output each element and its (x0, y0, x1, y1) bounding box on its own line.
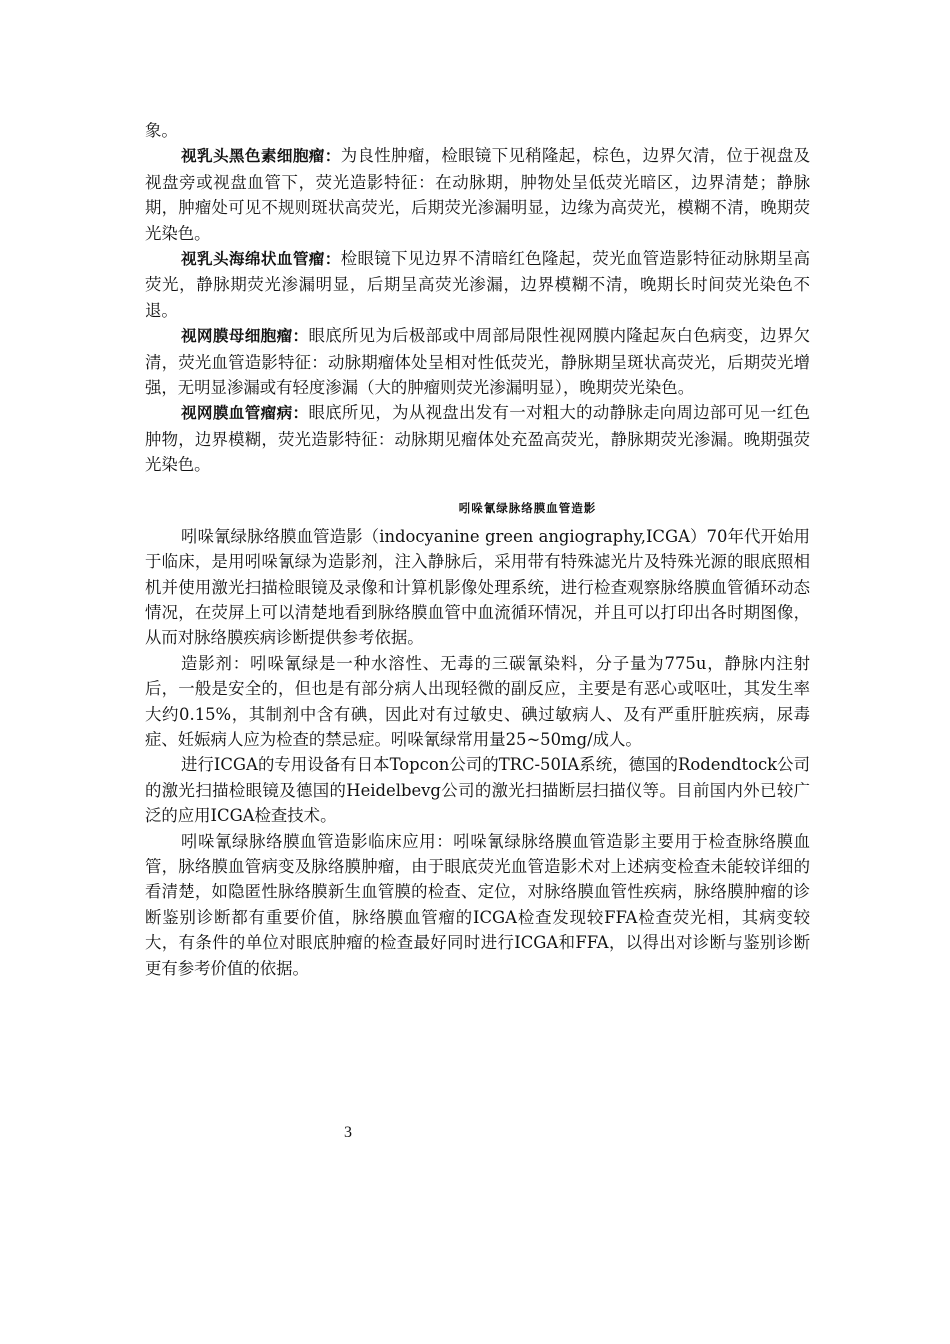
page-number: 3 (344, 1124, 352, 1141)
term-separator: ： (292, 327, 309, 346)
body-melanocytoma: 为良性肿瘤，检眼镜下见稍隆起，棕色，边界欠清，位于视盘及视盘旁或视盘血管下，荧光造影特征：在动脉期，肿物处呈低荧光暗区，边界清楚；静脉期，肿瘤处可见不规则斑状高荧光，后期荧光渗漏明显，边缘为高荧光，模糊不清，晚期荧光染色。 (145, 146, 810, 243)
term-separator: ： (292, 404, 309, 423)
paragraph-melanocytoma (145, 143, 810, 246)
paragraph-contrast-agent: 造影剂：吲哚氰绿是一种水溶性、无毒的三碳氰染料，分子量为775u，静脉内注射后，一般是安全的，但也是有部分病人出现轻微的副反应，主要是有恶心或呕吐，其发生率大约0.15%，其制剂中含有碘，因此对有过敏史、碘过敏病人、及有严重肝脏疾病，尿毒症、妊娠病人应为检查的禁忌症。吲哚氰绿常用量25~50mg/成人。 (145, 653, 810, 749)
body-retinoblastoma: 眼底所见为后极部或中周部局限性视网膜内隆起灰白色病变，边界欠清，荧光血管造影特征：动脉期瘤体处呈相对性低荧光，静脉期呈斑状高荧光，后期荧光增强，无明显渗漏或有轻度渗漏（大的肿瘤则荧光渗漏明显），晚期荧光染色。 (145, 326, 810, 398)
body-retinal-angiomatosis: 眼底所见，为从视盘出发有一对粗大的动静脉走向周边部可见一红色肿物，边界模糊，荧光造影特征：动脉期见瘤体处充盈高荧光，静脉期荧光渗漏。晚期强荧光染色。 (145, 403, 810, 475)
page-content (145, 118, 810, 981)
term-separator: ： (324, 250, 341, 269)
section-heading-icga: 吲哚氰绿脉络膜血管造影 (458, 500, 597, 515)
body-cavernous-hemangioma: 检眼镜下见边界不清暗红色隆起，荧光血管造影特征动脉期呈高荧光，静脉期荧光渗漏明显，后期呈高荧光渗漏，边界模糊不清，晚期长时间荧光染色不退。 (145, 249, 810, 320)
paragraph-equipment: 进行ICGA的专用设备有日本Topcon公司的TRC-50IA系统，德国的Rodendtock公司的激光扫描检眼镜及德国的Heidelbevg公司的激光扫描断层扫描仪等。目前国内外已较广泛的应用ICGA检查技术。 (145, 755, 810, 826)
paragraph-icga-intro: 吲哚氰绿脉络膜血管造影（indocyanine green angiography,ICGA）70年代开始用于临床，是用吲哚氰绿为造影剂，注入静脉后，采用带有特殊滤光片及特殊光源的眼底照相机并使用激光扫描检眼镜及录像和计算机影像处理系统，进行检查观察脉络膜血管循环动态情况，在荧屏上可以清楚地看到脉络膜血管中血流循环情况，并且可以打印出各时期图像，从而对脉络膜疾病诊断提供参考依据。 (145, 526, 810, 648)
term-retinoblastoma: 视网膜母细胞瘤 (181, 327, 293, 346)
paragraph-retinoblastoma (145, 323, 810, 400)
term-cavernous-hemangioma: 视乳头海绵状血管瘤 (181, 250, 325, 269)
paragraph-cavernous-hemangioma (145, 246, 810, 323)
term-melanocytoma: 视乳头黑色素细胞瘤 (181, 147, 325, 166)
term-separator: ： (324, 147, 341, 166)
paragraph-retinal-angiomatosis (145, 400, 810, 477)
paragraph-clinical-application: 吲哚氰绿脉络膜血管造影临床应用：吲哚氰绿脉络膜血管造影主要用于检查脉络膜血管，脉络膜血管病变及脉络膜肿瘤，由于眼底荧光血管造影术对上述病变检查未能较详细的看清楚，如隐匿性脉络膜新生血管膜的检查、定位，对脉络膜血管性疾病，脉络膜肿瘤的诊断鉴别诊断都有重要价值，脉络膜血管瘤的ICGA检查发现较FFA检查荧光相，其病变较大，有条件的单位对眼底肿瘤的检查最好同时进行ICGA和FFA，以得出对诊断与鉴别诊断更有参考价值的依据。 (145, 831, 810, 978)
continued-fragment: 象。 (145, 121, 178, 140)
term-retinal-angiomatosis: 视网膜血管瘤病 (181, 404, 293, 423)
